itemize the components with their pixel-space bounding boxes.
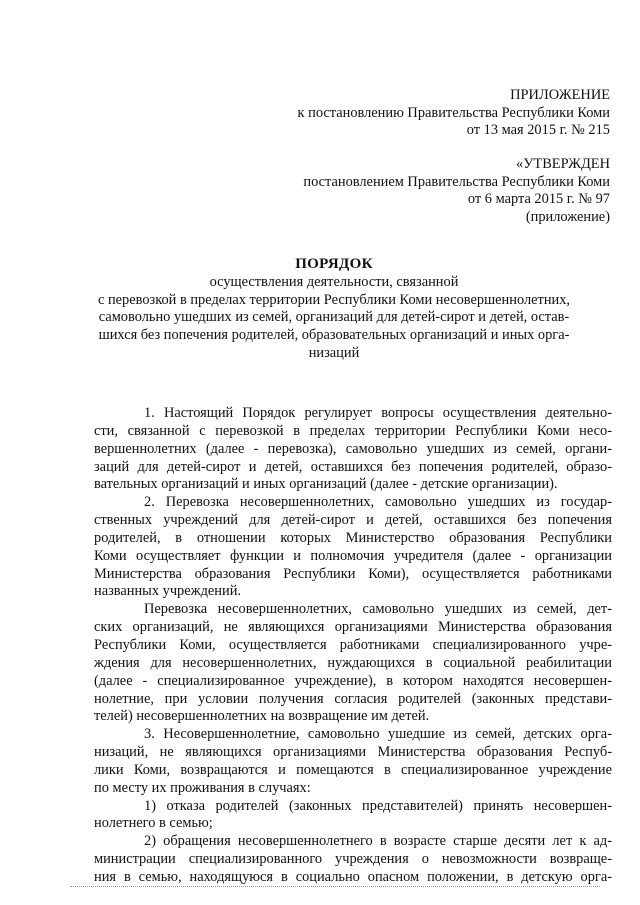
text-line: лики Коми, возвращаются и помещаются в специализированное учреждение (94, 761, 612, 778)
text-line: 2) обращения несовершеннолетнего в возрасте старше десяти лет к ад- (144, 833, 612, 850)
text-line: вательных организаций и иных организаций (далее - детские организации). (94, 476, 558, 493)
text-line: телей) несовершеннолетних на возвращение им детей. (94, 708, 430, 725)
paragraph-1 (94, 405, 612, 494)
text-line: 3. Несовершеннолетние, самовольно ушедшие из семей, детских орга- (144, 726, 612, 743)
paragraph-4 (94, 726, 612, 797)
approved-date: от 6 марта 2015 г. № 97 (467, 191, 610, 208)
title-line: самовольно ушедших из семей, организаций для детей-сирот и детей, остав- (98, 309, 570, 326)
title-line: шихся без попечения родителей, образовательных организаций и иных орга- (98, 327, 570, 344)
document-body (94, 405, 612, 887)
text-line: заций для детей-сирот и детей, оставшихся без попечения родителей, образо- (94, 458, 612, 475)
approved-label: «УТВЕРЖДЕН (516, 156, 610, 172)
text-line: 1) отказа родителей (законных представителей) принять несовершен- (144, 797, 612, 814)
appendix-label: ПРИЛОЖЕНИЕ (510, 87, 610, 103)
title-line: осуществления деятельности, связанной (209, 273, 459, 290)
paragraph-4-item-2 (94, 833, 612, 887)
text-line: родителей, в отношении которых Министерство образования Республики (94, 529, 612, 546)
approved-note: (приложение) (525, 208, 610, 225)
text-line: Коми осуществляет функции и полномочия учредителя (далее - организации (94, 547, 612, 564)
appendix-date: от 13 мая 2015 г. № 215 (466, 122, 610, 139)
text-line: Министерства образования Республики Коми), осуществляется работниками (94, 565, 612, 582)
text-line: (далее - специализированное учреждение), в котором находятся несовершен- (94, 672, 612, 689)
paragraph-2 (94, 494, 612, 601)
text-line: названных учреждений. (94, 583, 241, 600)
scan-edge-dots (70, 886, 600, 888)
appendix-header (298, 87, 610, 140)
title-line: с перевозкой в пределах территории Республики Коми несовершеннолетних, (97, 291, 571, 308)
text-line: 2. Перевозка несовершеннолетних, самовольно ушедших из государ- (144, 494, 612, 511)
text-line: Республики Коми, осуществляется работниками специализированного учре- (94, 636, 612, 653)
text-line: сти, связанной с перевозкой в пределах территории Республики Коми несо- (94, 422, 612, 439)
text-line: нолетние, при условии получения согласия родителей (законных представи- (94, 690, 612, 707)
text-line: 1. Настоящий Порядок регулирует вопросы осуществления деятельно- (144, 405, 612, 421)
title-heading: ПОРЯДОК (295, 256, 373, 272)
text-line: по месту их проживания в случаях: (94, 779, 311, 796)
text-line: ских организаций, не являющихся организациями Министерства образования (94, 619, 612, 636)
approved-header (303, 156, 610, 226)
text-line: Перевозка несовершеннолетних, самовольно ушедших из семей, дет- (144, 601, 612, 618)
text-line: ния в семью, находящуюся в социально опасном положении, в детскую орга- (94, 868, 612, 885)
text-line: низаций, не являющихся организациями Министерства образования Респуб- (94, 744, 612, 761)
title-line: низаций (308, 344, 360, 361)
text-line: вершеннолетних (далее - перевозка), самовольно ушедших из семей, органи- (94, 440, 612, 457)
appendix-resolution: к постановлению Правительства Республики Коми (297, 104, 610, 121)
paragraph-3 (94, 601, 612, 726)
document-title (94, 256, 574, 363)
text-line: министрации специализированного учреждения о невозможности возвраще- (94, 851, 612, 868)
text-line: ственных учреждений для детей-сирот и детей, оставшихся без попечения (94, 512, 612, 529)
text-line: ждения для несовершеннолетних, нуждающихся в социальной реабилитации (94, 654, 612, 671)
text-line: нолетнего в семью; (94, 815, 213, 832)
paragraph-4-item-1 (94, 798, 612, 834)
approved-resolution: постановлением Правительства Республики Коми (303, 173, 610, 190)
